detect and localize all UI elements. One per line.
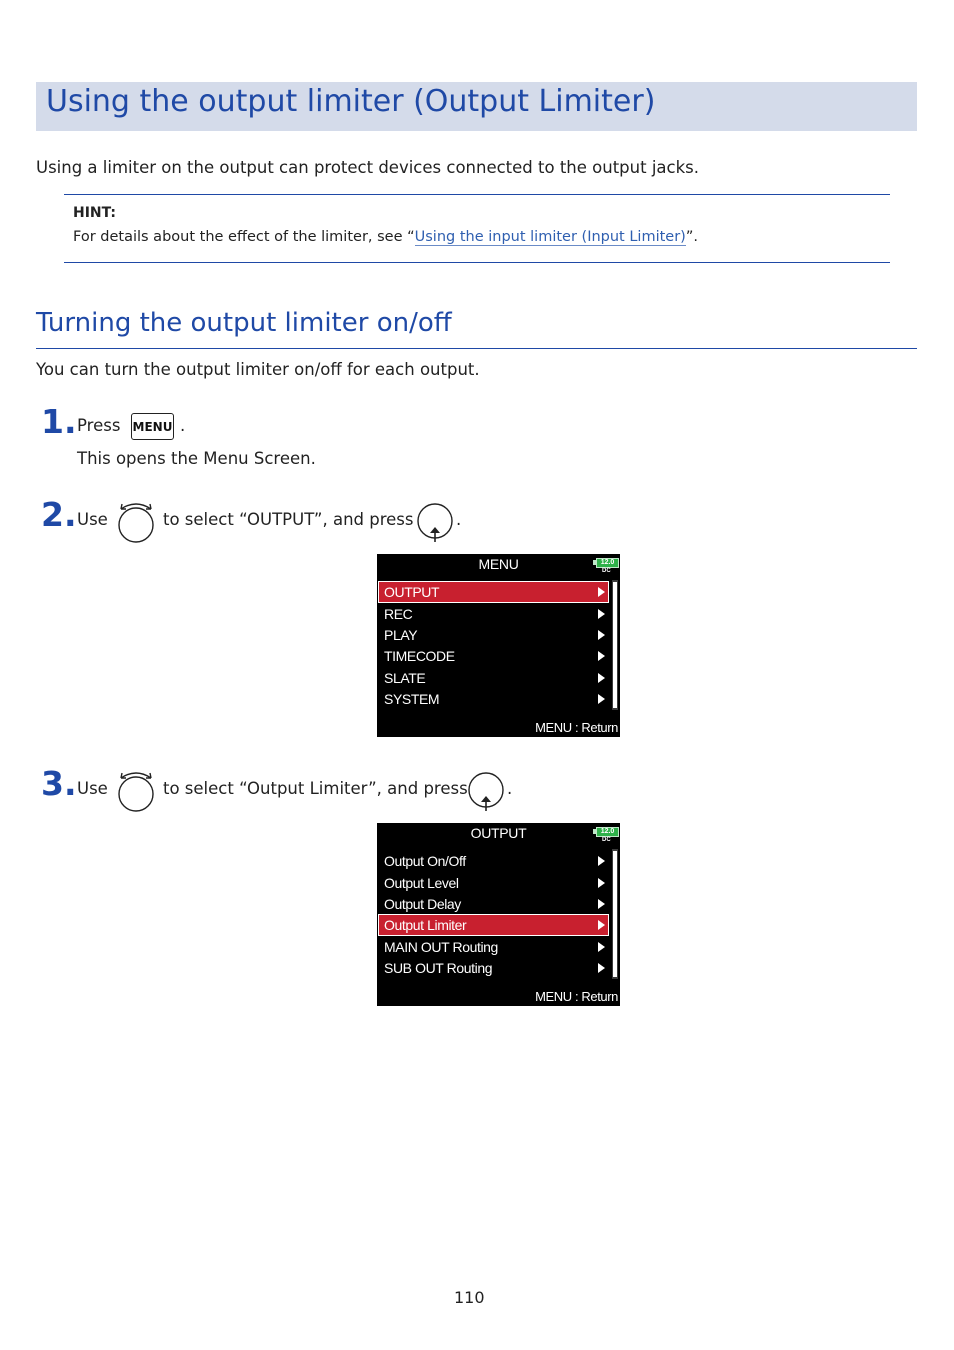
dial-press-icon (467, 771, 505, 813)
step-number-3: 3. (41, 764, 77, 803)
menu-row-output-limiter[interactable] (379, 915, 608, 935)
dial-press-icon (416, 502, 454, 544)
menu-row-label: PLAY (384, 627, 418, 643)
menu-row-timecode[interactable] (379, 646, 608, 666)
right-arrow-icon (598, 651, 605, 661)
right-arrow-icon (598, 856, 605, 866)
step-number-1: 1. (41, 402, 77, 441)
menu-row-label: Output Delay (384, 896, 461, 912)
screen-title: OUTPUT (470, 825, 527, 841)
scrollbar-thumb (613, 851, 617, 977)
intro-text: Using a limiter on the output can protect devices connected to the output jacks. (36, 158, 699, 177)
menu-row-play[interactable] (379, 625, 608, 645)
scrollbar-thumb (613, 582, 617, 708)
dial-rotate-icon (115, 769, 157, 813)
menu-row-sub-out-routing[interactable] (379, 958, 608, 978)
power-label: DC (602, 837, 611, 843)
screen-title: MENU (478, 556, 519, 572)
page-number: 110 (454, 1288, 485, 1307)
battery-icon: 12.0 (596, 558, 619, 568)
step-2-suffix: . (456, 510, 462, 529)
menu-row-label: SUB OUT Routing (384, 960, 493, 976)
screen-footer: MENU : Return (535, 989, 618, 1004)
menu-row-label: SLATE (384, 670, 426, 686)
step-1-suffix: . (180, 416, 186, 435)
hint-label: HINT: (73, 205, 117, 221)
hint-text-before: For details about the effect of the limiter, see “ (73, 229, 415, 245)
step-2-text: to select “OUTPUT”, and press (163, 510, 414, 529)
menu-row-output-delay[interactable] (379, 894, 608, 914)
step-2-prefix: Use (77, 510, 108, 529)
menu-row-label: MAIN OUT Routing (384, 939, 498, 955)
page-title: Using the output limiter (Output Limiter) (46, 84, 656, 119)
device-screen-output (377, 823, 620, 1006)
menu-row-label: REC (384, 606, 413, 622)
power-label: DC (602, 568, 611, 574)
device-screen-menu (377, 554, 620, 737)
hint-text (73, 229, 698, 245)
step-number-2: 2. (41, 495, 77, 534)
dial-rotate-icon (115, 500, 157, 544)
hint-link[interactable]: Using the input limiter (Input Limiter) (414, 229, 686, 245)
right-arrow-icon (598, 963, 605, 973)
menu-key-icon (131, 413, 174, 440)
right-arrow-icon (598, 878, 605, 888)
right-arrow-icon (598, 942, 605, 952)
menu-row-label: SYSTEM (384, 691, 440, 707)
menu-row-system[interactable] (379, 689, 608, 709)
menu-row-main-out-routing[interactable] (379, 937, 608, 957)
right-arrow-icon (598, 899, 605, 909)
menu-row-slate[interactable] (379, 668, 608, 688)
section-divider (36, 348, 917, 349)
menu-row-output-on-off[interactable] (379, 851, 608, 871)
step-1-note: This opens the Menu Screen. (77, 449, 316, 468)
menu-row-label: Output Limiter (384, 917, 467, 933)
menu-row-output-level[interactable] (379, 873, 608, 893)
right-arrow-icon (598, 673, 605, 683)
right-arrow-icon (598, 630, 605, 640)
step-1-prefix: Press (77, 416, 121, 435)
right-arrow-icon (598, 587, 605, 597)
menu-row-label: Output Level (384, 875, 459, 891)
menu-key-label: MENU (131, 413, 174, 440)
menu-row-label: OUTPUT (384, 584, 440, 600)
right-arrow-icon (598, 920, 605, 930)
menu-row-label: Output On/Off (384, 853, 466, 869)
menu-row-output[interactable] (379, 582, 608, 602)
battery-icon: 12.0 (596, 827, 619, 837)
right-arrow-icon (598, 694, 605, 704)
step-3-text: to select “Output Limiter”, and press (163, 779, 468, 798)
hint-text-after: ”. (685, 229, 698, 245)
step-3-prefix: Use (77, 779, 108, 798)
section-intro: You can turn the output limiter on/off for each output. (36, 360, 480, 379)
menu-row-label: TIMECODE (384, 648, 455, 664)
section-heading: Turning the output limiter on/off (36, 308, 452, 338)
menu-row-rec[interactable] (379, 604, 608, 624)
step-3-suffix: . (507, 779, 513, 798)
screen-footer: MENU : Return (535, 720, 618, 735)
right-arrow-icon (598, 609, 605, 619)
